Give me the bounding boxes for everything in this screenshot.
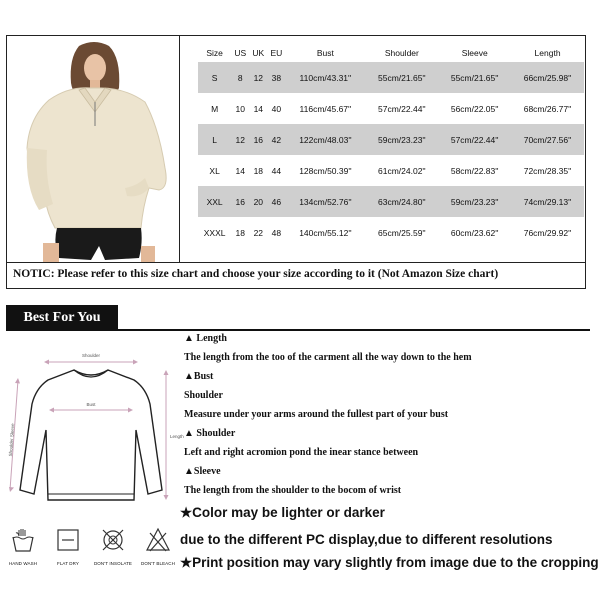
no-sun-icon	[100, 527, 126, 553]
cell-sleeve: 57cm/22.44''	[438, 124, 511, 155]
note-bust-heading: ▲Bust	[184, 371, 214, 382]
cell-bust: 122cm/48.03''	[285, 124, 365, 155]
cell-uk: 14	[253, 103, 264, 114]
cell-us: 12	[231, 124, 249, 155]
panel-divider	[179, 36, 180, 262]
cell-size: XXL	[198, 186, 231, 217]
cell-sleeve: 58cm/22.83''	[450, 165, 499, 176]
size-chart-panel	[6, 35, 586, 289]
table-row	[198, 62, 584, 93]
print-position-note: ★Print position may vary slightly from image due to the cropping	[180, 555, 599, 570]
cell-bust: 140cm/55.12''	[299, 227, 352, 238]
note-shoulder-subheading: Shoulder	[184, 390, 223, 401]
cell-uk: 16	[249, 124, 267, 155]
cell-uk: 20	[249, 186, 267, 217]
sweater-outline-icon	[6, 340, 186, 520]
hand-wash-icon	[10, 527, 36, 553]
cell-eu: 44	[271, 165, 282, 176]
cell-us: 10	[235, 103, 245, 114]
cell-sleeve: 55cm/21.65''	[438, 62, 511, 93]
care-flat-dry	[48, 527, 88, 566]
cell-eu: 40	[271, 103, 282, 114]
cell-eu: 46	[267, 186, 285, 217]
cell-uk: 12	[249, 62, 267, 93]
note-bust-text: Measure under your arms around the fullest part of your bust	[184, 409, 449, 420]
cell-length: 72cm/28.35''	[523, 165, 572, 176]
sleeve-label: Shoulder Sleeve	[7, 423, 16, 457]
cell-eu: 38	[267, 62, 285, 93]
table-row	[198, 155, 584, 186]
note-length-heading: ▲ Length	[184, 333, 227, 344]
note-shoulder-text: Left and right acromion pond the inear stance between	[184, 447, 419, 458]
cell-bust: 110cm/43.31''	[285, 62, 365, 93]
note-sleeve-heading: ▲Sleeve	[184, 466, 221, 477]
length-label: Length	[170, 434, 184, 439]
cell-length: 74cm/29.13''	[511, 186, 584, 217]
care-label: FLAT DRY	[56, 561, 80, 566]
cell-sleeve: 59cm/23.23''	[438, 186, 511, 217]
cell-uk: 18	[253, 165, 264, 176]
cell-bust: 128cm/50.39''	[299, 165, 352, 176]
cell-size: L	[198, 124, 231, 155]
cell-shoulder: 65cm/25.59''	[378, 227, 426, 238]
no-bleach-icon	[145, 527, 171, 553]
cell-length: 66cm/25.98''	[511, 62, 584, 93]
size-table-header	[198, 44, 584, 62]
table-row	[198, 217, 584, 248]
bust-label: Bust	[86, 402, 96, 407]
cell-shoulder: 57cm/22.44''	[378, 103, 426, 114]
cell-sleeve: 60cm/23.62''	[450, 227, 499, 238]
cell-size: S	[198, 62, 231, 93]
color-note: ★Color may be lighter or darker	[180, 505, 385, 520]
size-table	[198, 44, 584, 248]
note-length-text: The length from the too of the carment all the way down to the hem	[184, 352, 472, 363]
cell-shoulder: 59cm/23.23''	[365, 124, 438, 155]
cell-us: 8	[231, 62, 249, 93]
header-us: US	[234, 48, 247, 58]
cell-sleeve: 56cm/22.05''	[450, 103, 499, 114]
table-row	[198, 93, 584, 124]
header-sleeve: Sleeve	[461, 48, 488, 58]
shoulder-label: Shoulder	[81, 353, 101, 358]
notic-text: NOTIC: Please refer to this size chart and choose your size according to it (Not Amazon Size chart)	[13, 268, 499, 280]
cell-size: XXXL	[203, 227, 226, 238]
header-uk: UK	[252, 48, 265, 58]
pc-display-note: due to the different PC display,due to different resolutions	[180, 532, 553, 547]
header-bust: Bust	[316, 48, 334, 58]
cell-shoulder: 61cm/24.02''	[378, 165, 426, 176]
care-dont-bleach	[138, 527, 178, 566]
header-shoulder: Shoulder	[384, 48, 419, 58]
header-size: Size	[206, 48, 223, 58]
care-label: HAND WASH	[8, 561, 38, 566]
table-row	[198, 124, 584, 155]
note-sleeve-text: The length from the shoulder to the bocom of wrist	[184, 485, 402, 496]
cell-us: 18	[235, 227, 245, 238]
care-dont-insolate	[93, 527, 133, 566]
notic-divider	[7, 262, 585, 263]
cell-size: XL	[209, 165, 220, 176]
model-illustration	[9, 38, 174, 263]
cell-us: 16	[231, 186, 249, 217]
cell-bust: 134cm/52.76''	[285, 186, 365, 217]
measurement-diagram	[6, 340, 186, 520]
best-for-you-rule	[6, 329, 590, 331]
flat-dry-icon	[55, 527, 81, 553]
cell-eu: 42	[267, 124, 285, 155]
care-label: DON'T BLEACH	[141, 561, 175, 566]
cell-us: 14	[235, 165, 245, 176]
cell-uk: 22	[253, 227, 264, 238]
cell-shoulder: 63cm/24.80''	[365, 186, 438, 217]
note-shoulder-heading: ▲ Shoulder	[184, 428, 236, 439]
cell-bust: 116cm/45.67''	[299, 103, 352, 114]
cell-size: M	[211, 103, 219, 114]
best-for-you-tab: Best For You	[6, 305, 118, 330]
table-row	[198, 186, 584, 217]
cell-eu: 48	[271, 227, 282, 238]
care-hand-wash	[3, 527, 43, 566]
cell-length: 70cm/27.56''	[511, 124, 584, 155]
model-photo	[9, 38, 174, 263]
cell-length: 76cm/29.92''	[523, 227, 572, 238]
header-length: Length	[534, 48, 561, 58]
cell-shoulder: 55cm/21.65''	[365, 62, 438, 93]
header-eu: EU	[270, 48, 283, 58]
care-label: DON'T INSOLATE	[93, 561, 133, 566]
cell-length: 68cm/26.77''	[523, 103, 572, 114]
